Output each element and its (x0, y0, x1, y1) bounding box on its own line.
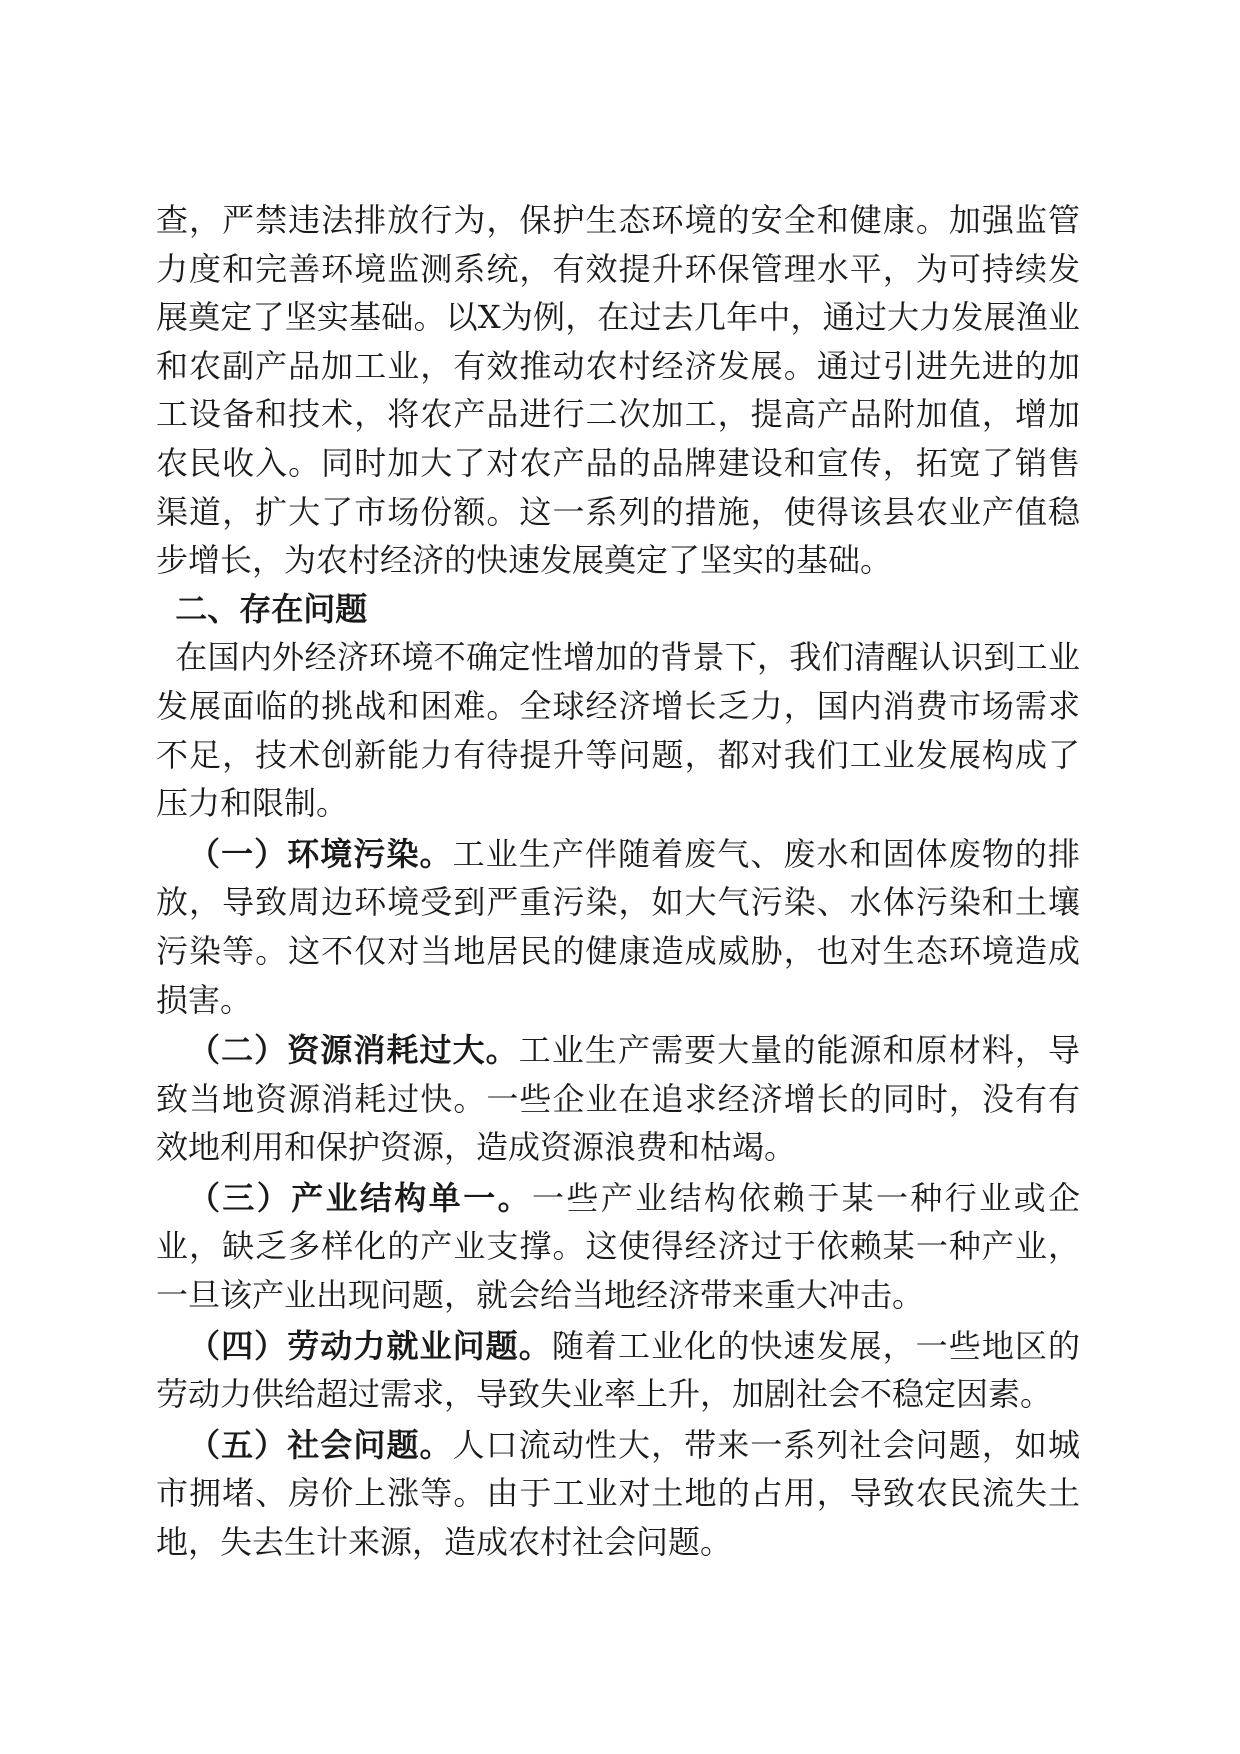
document-page (156, 196, 1080, 1567)
item-body: 人口流动性大，带来一系列社会问题，如城市拥堵、房价上涨等。由于工业对土地的占用，导致农民流失土地，失去生计来源，造成农村社会问题。 (156, 1425, 1080, 1562)
item-body: 随着工业化的快速发展，一些地区的劳动力供给超过需求，导致失业率上升，加剧社会不稳定因素。 (156, 1326, 1080, 1414)
intro-paragraph: 查，严禁违法排放行为，保护生态环境的安全和健康。加强监管力度和完善环境监测系统，有效提升环保管理水平，为可持续发展奠定了坚实基础。以X为例，在过去几年中，通过大力发展渔业和农副产品加工业，有效推动农村经济发展。通过引进先进的加工设备和技术，将农产品进行二次加工，提高产品附加值，增加农民收入。同时加大了对农产品的品牌建设和宣传，拓宽了销售渠道，扩大了市场份额。这一系列的措施，使得该县农业产值稳步增长，为农村经济的快速发展奠定了坚实的基础。 (156, 201, 1080, 580)
list-item (156, 1174, 1080, 1320)
item-lead: （三）产业结构单一。 (188, 1178, 532, 1217)
list-item (156, 1421, 1080, 1567)
section-intro-paragraph: 在国内外经济环境不确定性增加的背景下，我们清醒认识到工业发展面临的挑战和困难。全球经济增长乏力，国内消费市场需求不足，技术创新能力有待提升等问题，都对我们工业发展构成了压力和限制。 (156, 638, 1080, 823)
item-body: 工业生产伴随着废气、废水和固体废物的排放，导致周边环境受到严重污染，如大气污染、水体污染和土壤污染等。这不仅对当地居民的健康造成威胁，也对生态环境造成损害。 (156, 834, 1080, 1019)
list-item (156, 1026, 1080, 1172)
item-body: 工业生产需要大量的能源和原材料，导致当地资源消耗过快。一些企业在追求经济增长的同时，没有有效地利用和保护资源，造成资源浪费和枯竭。 (156, 1031, 1080, 1167)
list-item (156, 830, 1080, 1024)
item-body: 一些产业结构依赖于某一种行业或企业，缺乏多样化的产业支撑。这使得经济过于依赖某一种产业，一旦该产业出现问题，就会给当地经济带来重大冲击。 (156, 1178, 1080, 1315)
item-lead: （四）劳动力就业问题。 (188, 1326, 552, 1365)
list-item (156, 1322, 1080, 1419)
item-lead: （五）社会问题。 (188, 1425, 453, 1464)
item-lead: （二）资源消耗过大。 (188, 1031, 519, 1070)
item-lead: （一）环境污染。 (188, 834, 453, 873)
section-heading: 二、存在问题 (175, 589, 368, 628)
